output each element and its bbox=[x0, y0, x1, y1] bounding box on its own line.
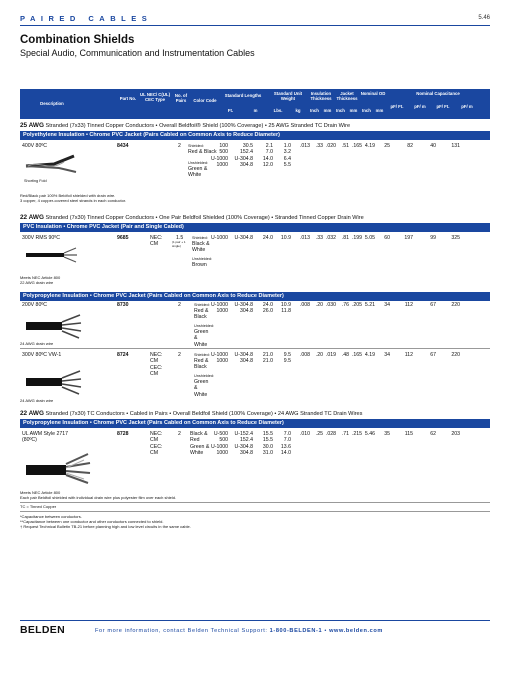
table-cell: 131 bbox=[451, 143, 460, 149]
table-cell: .76 bbox=[341, 302, 349, 308]
section-heading: 22 AWG Stranded (7x30) TC Conductors • Cabled in Pairs • Overall Beldfoil Shield (100% Coverage) • 24 AWG Stranded TC Drain Wires bbox=[20, 410, 363, 417]
note: Meets NEC Article 800 bbox=[20, 275, 61, 280]
section-band: Polypropylene Insulation • Chrome PVC Jacket (Pairs Cabled on Common Axis to Reduce Diameter) bbox=[20, 292, 490, 301]
color-code: Green & White bbox=[190, 444, 210, 457]
cable-image bbox=[24, 245, 79, 265]
table-cell: U-304.8 bbox=[234, 155, 253, 162]
table-cell: .33 bbox=[315, 143, 323, 149]
table-cell: .010 bbox=[299, 431, 310, 437]
header-rule bbox=[20, 25, 490, 26]
part-number: 8434 bbox=[117, 143, 129, 149]
col-m: m bbox=[253, 108, 258, 113]
table-cell: 24.0 bbox=[262, 302, 273, 308]
table-cell: .81 bbox=[341, 235, 349, 241]
table-cell: 4.19 bbox=[364, 352, 375, 358]
table-cell: 1000 bbox=[216, 308, 228, 315]
table-cell: .030 bbox=[325, 302, 336, 308]
note: Meets NEC Article 800 bbox=[20, 490, 61, 495]
table-cell: 99 bbox=[430, 235, 436, 241]
pairs: 1.5 bbox=[176, 235, 184, 241]
pairs: 2 bbox=[178, 143, 181, 149]
part-number: 8728 bbox=[117, 431, 129, 437]
color-code: Brown bbox=[192, 262, 207, 268]
table-cell: 197 bbox=[404, 235, 413, 241]
table-cell: 304.8 bbox=[240, 358, 253, 365]
color-label: Unshielded: bbox=[194, 374, 215, 378]
ul-type: NEC: CM CEC: CM bbox=[150, 431, 163, 457]
section-band: PVC Insulation • Chrome PVC Jacket (Pair and Single Cabled) bbox=[20, 223, 490, 232]
table-cell: U-304.8 bbox=[234, 235, 253, 241]
col-pf-m-2: pF/ m bbox=[461, 104, 473, 109]
color-label: Shielded: bbox=[194, 303, 210, 307]
col-od-inch: Inch bbox=[362, 108, 371, 113]
desc-text: 200V 80ºC bbox=[22, 302, 47, 308]
table-cell: 67 bbox=[430, 352, 436, 358]
web-link[interactable]: www.belden.com bbox=[329, 628, 383, 634]
table-cell: .165 bbox=[351, 143, 362, 149]
table-cell: 60 bbox=[384, 235, 390, 241]
col-color: Color Code bbox=[193, 98, 217, 103]
table-cell: 30.5 bbox=[242, 143, 253, 149]
table-cell: 220 bbox=[451, 302, 460, 308]
table-cell: 112 bbox=[404, 352, 413, 358]
footer-rule bbox=[20, 620, 490, 621]
table-cell: 100 bbox=[219, 143, 228, 149]
table-cell: U-500 bbox=[213, 431, 228, 437]
table-cell: 15.5 bbox=[262, 437, 273, 444]
table-cell: 1000 bbox=[216, 162, 228, 169]
table-cell: 5.05 bbox=[364, 235, 375, 241]
table-cell: 21.0 bbox=[262, 358, 273, 365]
ul-type: NEC: CM CEC: CM bbox=[150, 352, 163, 378]
col-pairs: No. of Pairs bbox=[174, 93, 188, 103]
col-od: Nominal OD bbox=[360, 91, 386, 96]
col-unit-weight: Standard Unit Weight bbox=[273, 91, 303, 101]
color-label: Unshielded: bbox=[194, 324, 215, 328]
page-subtitle: Special Audio, Communication and Instrumentation Cables bbox=[20, 48, 255, 58]
row-divider bbox=[20, 348, 490, 349]
table-cell: 11.8 bbox=[281, 308, 291, 315]
col-jacket: Jacket Thickness bbox=[336, 91, 358, 101]
col-pf-ft-1: pF/ Ft. bbox=[390, 104, 404, 109]
table-cell: U-152.4 bbox=[234, 431, 253, 437]
note: 24 AWG drain wire bbox=[20, 398, 54, 403]
table-cell: 9.5 bbox=[283, 352, 291, 358]
table-cell: 24.0 bbox=[262, 235, 273, 241]
table-cell: 2.1 bbox=[265, 143, 273, 149]
table-cell: 67 bbox=[430, 302, 436, 308]
table-cell: .20 bbox=[315, 302, 323, 308]
section-band: Polypropylene Insulation • Chrome PVC Jacket (Pairs Cabled on Common Axis to Reduce Diameter) bbox=[20, 419, 490, 428]
ul-type: NEC: CM bbox=[150, 235, 163, 248]
table-cell: .008 bbox=[299, 352, 310, 358]
color-code: Red & Black bbox=[188, 149, 217, 155]
col-ins-inch: Inch bbox=[310, 108, 319, 113]
color-code: Red & Black bbox=[194, 358, 209, 371]
table-cell: 7.0 bbox=[283, 431, 291, 437]
table-cell: 9.5 bbox=[283, 358, 291, 365]
desc-text: 400V 80ºC bbox=[22, 143, 47, 149]
table-cell: 112 bbox=[404, 302, 413, 308]
col-od-mm: mm bbox=[375, 108, 384, 113]
table-cell: 13.6 bbox=[280, 443, 291, 450]
col-kg: kg bbox=[295, 108, 301, 113]
table-cell: 152.4 bbox=[240, 149, 253, 156]
col-jkt-inch: Inch bbox=[336, 108, 345, 113]
color-label: Shielded: bbox=[188, 144, 204, 148]
col-lbs: Lbs. bbox=[273, 108, 283, 113]
footnote: **Capacitance between one conductor and other conductors connected to shield. bbox=[20, 519, 164, 524]
col-pf-ft-2: pF/ Ft. bbox=[436, 104, 450, 109]
table-cell: U-1000 bbox=[210, 155, 228, 162]
table-header bbox=[20, 89, 490, 119]
table-cell: 4.19 bbox=[364, 143, 375, 149]
col-ul: UL NEC/ C(UL) CEC Type bbox=[140, 92, 170, 102]
pairs-note: (1 pair + 1 single) bbox=[172, 240, 186, 248]
color-label: Unshielded: bbox=[188, 161, 209, 165]
color-label: Shielded: bbox=[192, 236, 208, 240]
table-cell: 34 bbox=[384, 352, 390, 358]
page-header bbox=[20, 14, 490, 24]
table-cell: 304.8 bbox=[240, 450, 253, 457]
table-cell: 10.9 bbox=[280, 302, 291, 308]
table-cell: .25 bbox=[315, 431, 323, 437]
col-pf-m-1: pF/ m bbox=[414, 104, 426, 109]
table-cell: .215 bbox=[351, 431, 362, 437]
table-cell: 203 bbox=[451, 431, 460, 437]
table-cell: U-1000 bbox=[210, 352, 228, 358]
table-cell: .165 bbox=[351, 352, 362, 358]
table-cell: 30.0 bbox=[262, 443, 273, 450]
footnote: *Capacitance between conductors. bbox=[20, 514, 82, 519]
note: Red/Black pair 100% Beldfoil shielded with drain wire. bbox=[20, 193, 116, 198]
table-cell: U-304.8 bbox=[234, 443, 253, 450]
color-code: Red & Black bbox=[194, 308, 209, 321]
note: 24 AWG drain wire bbox=[20, 341, 54, 346]
color-label: Shielded: bbox=[194, 353, 210, 357]
desc-text: 300V 80ºC VW-1 bbox=[22, 352, 62, 358]
table-cell: 5.21 bbox=[364, 302, 375, 308]
section-title: PAIRED CABLES bbox=[20, 14, 153, 23]
table-cell: U-1000 bbox=[210, 235, 228, 241]
table-cell: 15.5 bbox=[262, 431, 273, 437]
color-code: Black & White bbox=[192, 241, 210, 254]
color-label: Unshielded: bbox=[192, 257, 213, 261]
table-cell: 40 bbox=[430, 143, 436, 149]
cable-image bbox=[24, 312, 84, 340]
note: 3 copper, 4 copper-covered steel strands in each conductor. bbox=[20, 198, 127, 203]
table-cell: .20 bbox=[315, 352, 323, 358]
table-cell: 500 bbox=[219, 437, 228, 444]
col-part: Part No. bbox=[119, 96, 137, 101]
row-divider bbox=[20, 502, 490, 503]
table-cell: .48 bbox=[341, 352, 349, 358]
table-cell: .013 bbox=[299, 235, 310, 241]
col-jkt-mm: mm bbox=[349, 108, 358, 113]
table-cell: 12.0 bbox=[262, 162, 273, 169]
table-cell: 7.0 bbox=[265, 149, 273, 156]
table-cell: 62 bbox=[430, 431, 436, 437]
table-cell: 25 bbox=[384, 143, 390, 149]
row-divider bbox=[20, 511, 490, 512]
part-number: 9685 bbox=[117, 235, 129, 241]
table-cell: U-304.8 bbox=[234, 352, 253, 358]
table-cell: .032 bbox=[325, 235, 336, 241]
table-cell: 34 bbox=[384, 302, 390, 308]
col-insulation: Insulation Thickness bbox=[310, 91, 332, 101]
table-cell: 35 bbox=[384, 431, 390, 437]
table-cell: 500 bbox=[219, 149, 228, 156]
page-title: Combination Shields bbox=[20, 34, 135, 46]
table-cell: .020 bbox=[325, 143, 336, 149]
col-std-lengths: Standard Lengths bbox=[224, 93, 262, 98]
table-cell: .013 bbox=[299, 143, 310, 149]
pairs: 2 bbox=[178, 431, 181, 437]
table-cell: 1000 bbox=[216, 358, 228, 365]
table-cell: 325 bbox=[451, 235, 460, 241]
table-cell: 115 bbox=[404, 431, 413, 437]
table-cell: 6.4 bbox=[283, 155, 291, 162]
col-capacitance: Nominal Capacitance bbox=[416, 91, 460, 96]
desc-text: 300V RMS 90ºC bbox=[22, 235, 60, 241]
color-code: Green & White bbox=[188, 166, 208, 179]
figure-label: Shorting Fold bbox=[24, 179, 47, 183]
table-cell: 3.2 bbox=[283, 149, 291, 156]
table-cell: .028 bbox=[325, 431, 336, 437]
color-code: Green & White bbox=[194, 379, 209, 398]
footer-text: For more information, contact Belden Technical Support: 1-800-BELDEN-1 • www.belden.com bbox=[95, 628, 383, 634]
page-number: 5.46 bbox=[478, 15, 490, 21]
table-cell: .199 bbox=[351, 235, 362, 241]
table-cell: .019 bbox=[325, 352, 336, 358]
color-code: Green & White bbox=[194, 329, 209, 348]
table-cell: 5.5 bbox=[283, 162, 291, 169]
table-cell: 304.8 bbox=[240, 308, 253, 315]
pairs: 2 bbox=[178, 302, 181, 308]
part-number: 8724 bbox=[117, 352, 129, 358]
table-cell: 1000 bbox=[216, 450, 228, 457]
table-cell: 220 bbox=[451, 352, 460, 358]
table-cell: 152.4 bbox=[240, 437, 253, 444]
table-cell: U-1000 bbox=[210, 302, 228, 308]
col-ins-mm: mm bbox=[323, 108, 332, 113]
legend: TC = Tinned Copper bbox=[20, 504, 57, 509]
table-cell: 82 bbox=[407, 143, 413, 149]
note: Each pair Beldfoil shielded with individual drain wire plus polyester film over each shield. bbox=[20, 495, 177, 500]
table-cell: 26.0 bbox=[262, 308, 273, 315]
desc-text: UL AWM Style 2717 (80ºC) bbox=[22, 431, 69, 444]
table-cell: 31.0 bbox=[262, 450, 273, 457]
table-cell: 21.0 bbox=[262, 352, 273, 358]
col-ft: Ft. bbox=[227, 108, 234, 113]
table-cell: 10.9 bbox=[280, 235, 291, 241]
table-cell: .008 bbox=[299, 302, 310, 308]
table-cell: 5.46 bbox=[364, 431, 375, 437]
table-cell: .205 bbox=[351, 302, 362, 308]
table-cell: .71 bbox=[341, 431, 349, 437]
table-cell: U-304.8 bbox=[234, 302, 253, 308]
table-cell: U-1000 bbox=[210, 443, 228, 450]
cable-image bbox=[24, 368, 84, 396]
belden-logo: BELDEN bbox=[20, 624, 65, 636]
col-description: Description bbox=[40, 101, 64, 106]
table-cell: 7.0 bbox=[283, 437, 291, 444]
table-cell: .51 bbox=[341, 143, 349, 149]
cable-image bbox=[24, 152, 79, 177]
table-cell: 14.0 bbox=[262, 155, 273, 162]
table-cell: 1.0 bbox=[283, 143, 291, 149]
section-heading: 25 AWG Stranded (7x33) Tinned Copper Conductors • Overall Beldfoil® Shield (100% Coverage) • 25 AWG Stranded TC Drain Wire bbox=[20, 122, 351, 129]
color-code: Black & Red bbox=[190, 431, 208, 444]
section-band: Polyethylene Insulation • Chrome PVC Jacket (Pairs Cabled on Common Axis to Reduce Diameter) bbox=[20, 131, 490, 140]
section-heading: 22 AWG Stranded (7x30) Tinned Copper Conductors • One Pair Beldfoil Shielded (100% Coverage) • Stranded Tinned Copper Drain Wire bbox=[20, 214, 364, 221]
phone-link[interactable]: 1-800-BELDEN-1 bbox=[269, 628, 323, 634]
table-cell: 304.8 bbox=[240, 162, 253, 169]
note: 22 AWG drain wire bbox=[20, 280, 54, 285]
table-cell: .33 bbox=[315, 235, 323, 241]
cable-image bbox=[24, 450, 94, 488]
pairs: 2 bbox=[178, 352, 181, 358]
table-cell: 14.0 bbox=[280, 450, 291, 457]
part-number: 8730 bbox=[117, 302, 129, 308]
footnote: † Request Technical Bulletin TB-21 before planning high and low level circuits in the same cable. bbox=[20, 524, 191, 529]
footer bbox=[20, 624, 490, 640]
